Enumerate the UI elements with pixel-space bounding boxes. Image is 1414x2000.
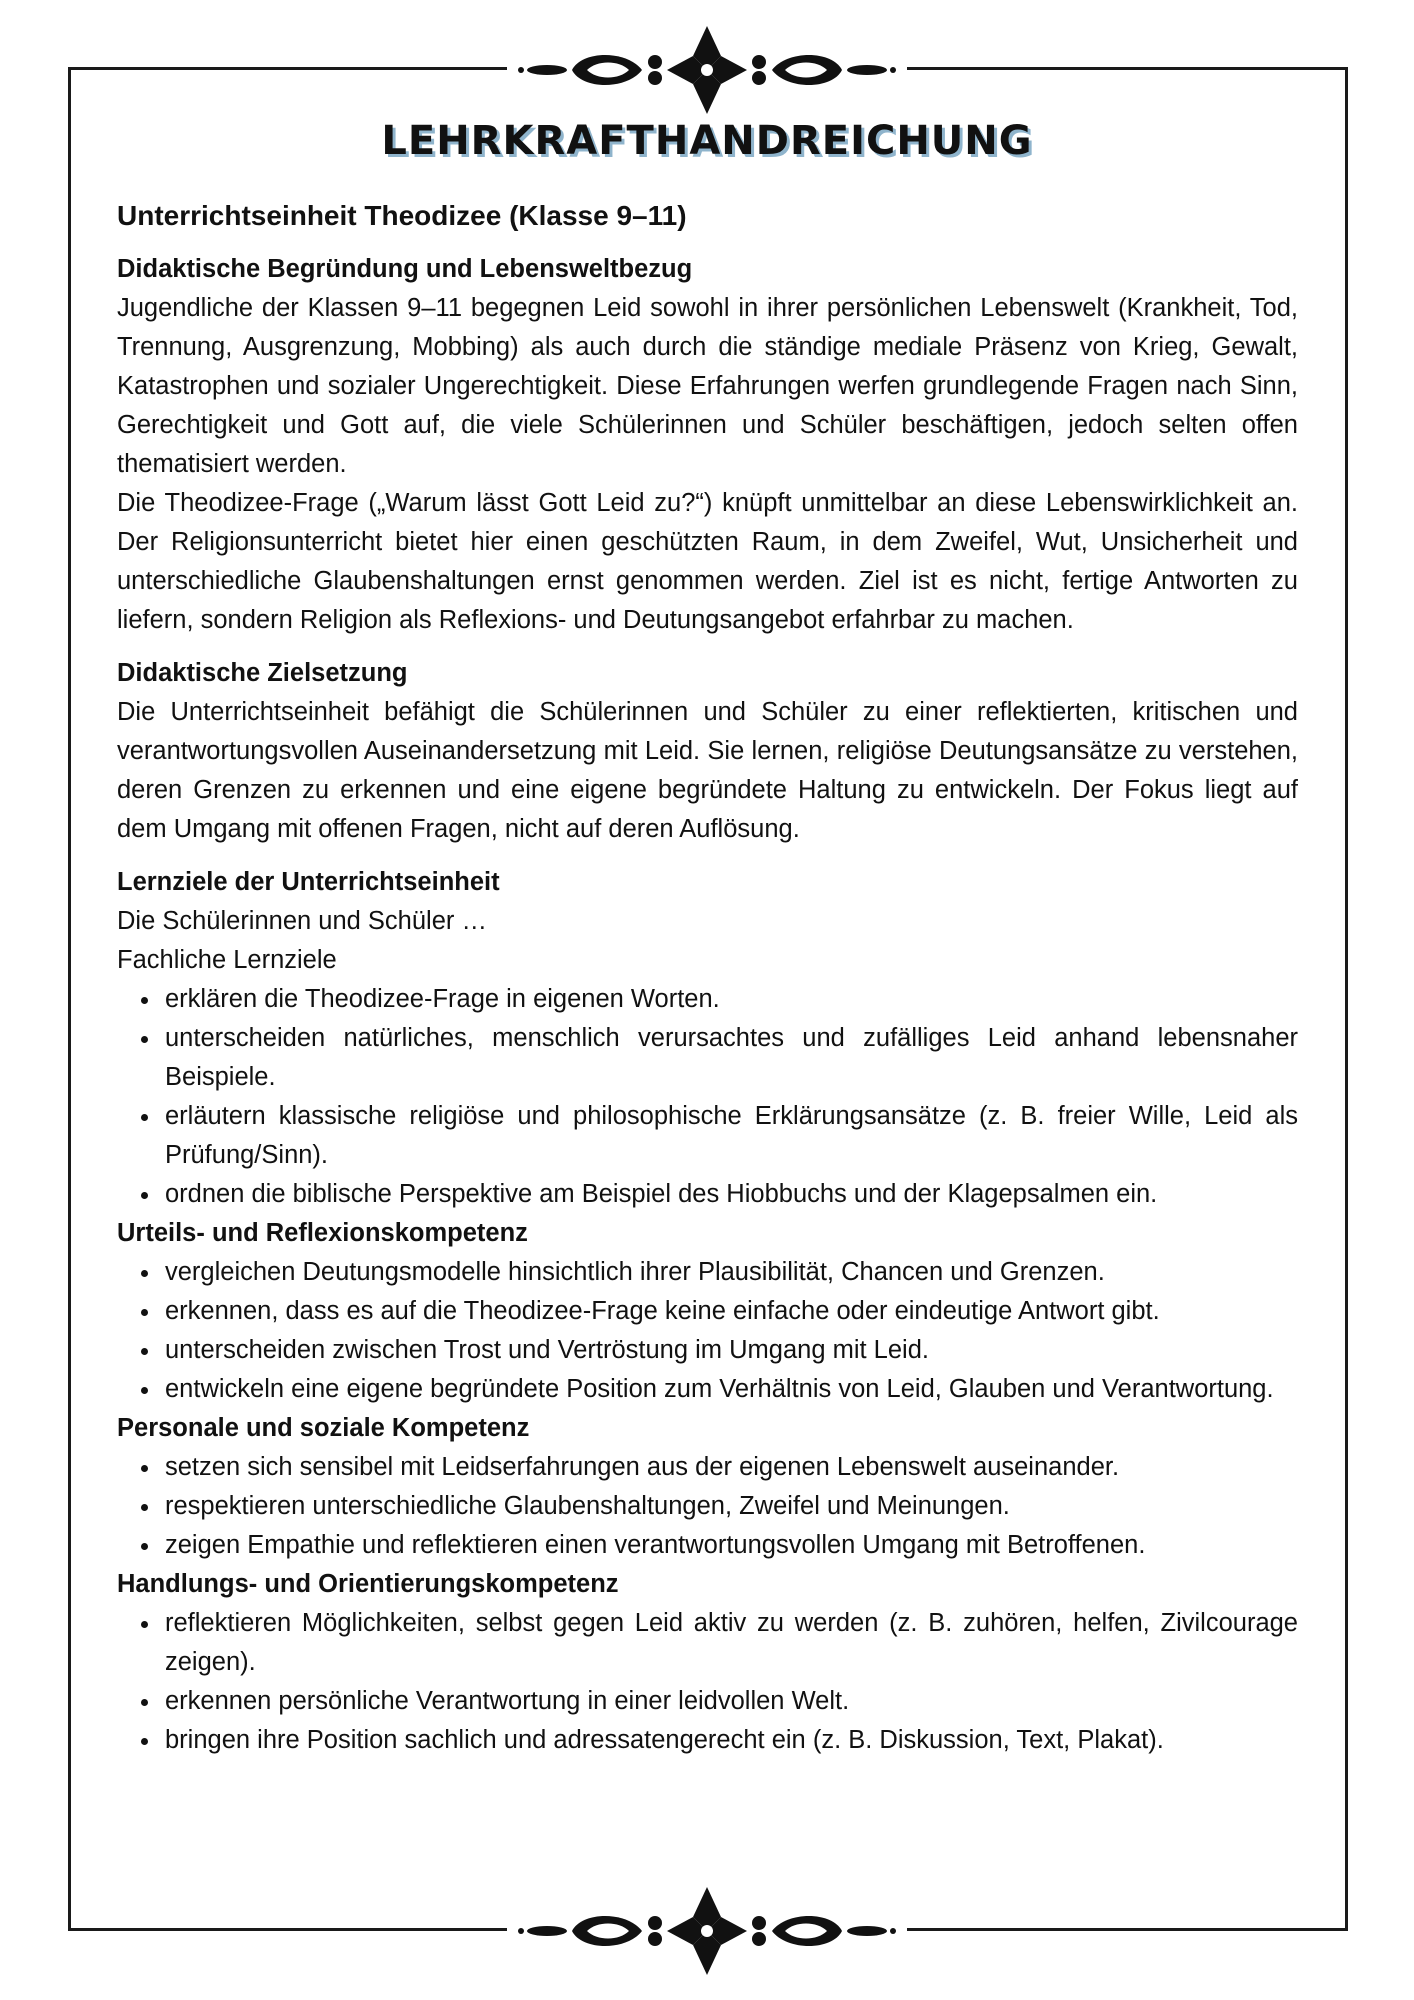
page-title: LEHRKRAFTHANDREICHUNG [381,118,1033,164]
list-item: erläutern klassische religiöse und philosophische Erklärungsansätze (z. B. freier Wille, Leid als Prüfung/Sinn). [165,1097,1298,1175]
paragraph: Jugendliche der Klassen 9–11 begegnen Leid sowohl in ihrer persönlichen Lebenswelt (Krankheit, Tod, Trennung, Ausgrenzung, Mobbing) als auch durch die ständige mediale Präsenz von Krieg, Gewalt, Katastrophen und sozialer Ungerechtigkeit. Diese Erfahrungen werfen grundlegende Fragen nach Sinn, Gerechtigkeit und Gott auf, die viele Schülerinnen und Schüler beschäftigen, jedoch selten offen thematisiert werden. [117,294,1298,478]
list-item: entwickeln eine eigene begründete Position zum Verhältnis von Leid, Glauben und Verantwortung. [165,1370,1298,1409]
list-item: setzen sich sensibel mit Leidserfahrungen aus der eigenen Lebenswelt auseinander. [165,1448,1298,1487]
list-item: zeigen Empathie und reflektieren einen verantwortungsvollen Umgang mit Betroffenen. [165,1526,1298,1565]
list-handlung [117,1604,1298,1760]
list-item: unterscheiden zwischen Trost und Vertröstung im Umgang mit Leid. [165,1331,1298,1370]
list-item: bringen ihre Position sachlich und adressatengerecht ein (z. B. Diskussion, Text, Plakat). [165,1721,1298,1760]
list-personal [117,1448,1298,1565]
list-item: vergleichen Deutungsmodelle hinsichtlich ihrer Plausibilität, Chancen und Grenzen. [165,1253,1298,1292]
ornament-top-icon [507,22,907,118]
list-item: erkennen persönliche Verantwortung in einer leidvollen Welt. [165,1682,1298,1721]
subheading-urteil: Urteils- und Reflexionskompetenz [117,1219,528,1247]
paragraph: Die Unterrichtseinheit befähigt die Schülerinnen und Schüler zu einer reflektierten, kritischen und verantwortungsvollen Auseinandersetzung mit Leid. Sie lernen, religiöse Deutungsansätze zu verstehen, deren Grenzen zu erkennen und eine eigene begründete Haltung zu entwickeln. Der Fokus liegt auf dem Umgang mit offenen Fragen, nicht auf deren Auflösung. [117,698,1298,843]
ornament-bottom-icon [507,1883,907,1979]
subheading-handlung: Handlungs- und Orientierungskompetenz [117,1570,619,1598]
list-item: erklären die Theodizee-Frage in eigenen Worten. [165,980,1298,1019]
list-item: respektieren unterschiedliche Glaubenshaltungen, Zweifel und Meinungen. [165,1487,1298,1526]
section-heading-zielsetzung: Didaktische Zielsetzung [117,659,408,687]
paragraph: Die Theodizee-Frage („Warum lässt Gott Leid zu?“) knüpft unmittelbar an diese Lebenswirklichkeit an. Der Religionsunterricht bietet hier einen geschützten Raum, in dem Zweifel, Wut, Unsicherheit und unterschiedliche Glaubenshaltungen ernst genommen werden. Ziel ist es nicht, fertige Antworten zu liefern, sondern Religion als Reflexions- und Deutungsangebot erfahrbar zu machen. [117,489,1298,634]
unit-title: Unterrichtseinheit Theodizee (Klasse 9–11) [117,200,687,231]
document-body [117,196,1298,1760]
list-fachlich [117,980,1298,1214]
lernziele-intro: Die Schülerinnen und Schüler … [117,907,487,935]
section-heading-lernziele: Lernziele der Unterrichtseinheit [117,868,500,896]
section-heading-begruendung: Didaktische Begründung und Lebensweltbezug [117,255,693,283]
list-item: ordnen die biblische Perspektive am Beispiel des Hiobbuchs und der Klagepsalmen ein. [165,1175,1298,1214]
subheading-personal: Personale und soziale Kompetenz [117,1414,530,1442]
list-urteil [117,1253,1298,1409]
list-item: erkennen, dass es auf die Theodizee-Frage keine einfache oder eindeutige Antwort gibt. [165,1292,1298,1331]
list-item: reflektieren Möglichkeiten, selbst gegen Leid aktiv zu werden (z. B. zuhören, helfen, Zivilcourage zeigen). [165,1604,1298,1682]
subheading-fachlich: Fachliche Lernziele [117,946,337,974]
list-item: unterscheiden natürliches, menschlich verursachtes und zufälliges Leid anhand lebensnaher Beispiele. [165,1019,1298,1097]
